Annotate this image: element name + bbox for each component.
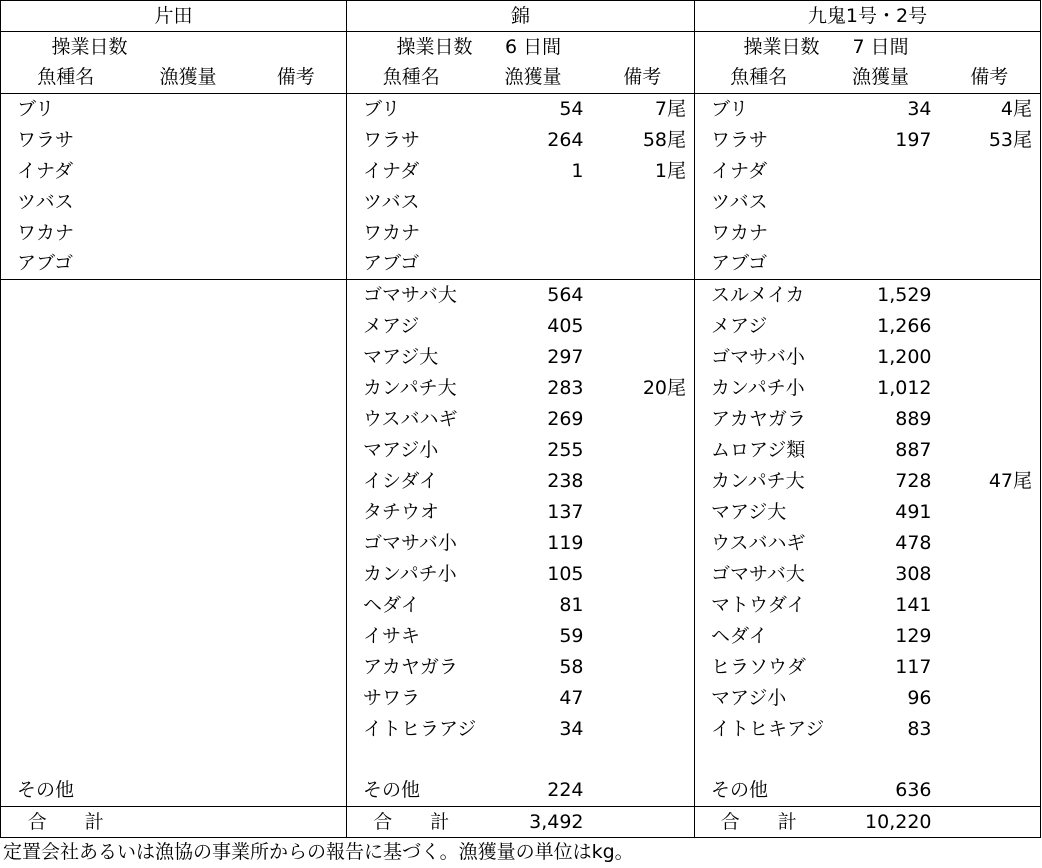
catch-amount bbox=[823, 218, 939, 249]
other-amount: 224 bbox=[476, 776, 591, 807]
empty-cell bbox=[131, 435, 246, 466]
species-row bbox=[1, 466, 1041, 497]
catch-amount: 1 bbox=[571, 159, 584, 182]
fish-name: ワラサ bbox=[347, 125, 476, 156]
remarks: 7尾 bbox=[654, 97, 687, 120]
empty-cell bbox=[347, 745, 476, 776]
empty-cell bbox=[939, 776, 1041, 807]
fishing-days-value: 6 日間 bbox=[504, 35, 562, 58]
empty-cell bbox=[939, 745, 1041, 776]
species-row bbox=[1, 404, 1041, 435]
remarks bbox=[939, 683, 1041, 714]
species-row bbox=[1, 218, 1041, 249]
other-label: その他 bbox=[1, 776, 131, 807]
species-row bbox=[1, 590, 1041, 621]
empty-cell bbox=[246, 652, 347, 683]
empty-cell bbox=[246, 683, 347, 714]
empty-cell bbox=[1, 311, 131, 342]
empty-cell bbox=[1, 497, 131, 528]
empty-cell bbox=[1, 373, 131, 404]
total-label: 合 計 bbox=[695, 807, 823, 838]
empty-cell bbox=[1, 342, 131, 373]
remarks bbox=[591, 280, 695, 311]
empty-cell bbox=[246, 621, 347, 652]
catch-amount: 889 bbox=[895, 407, 932, 430]
remarks bbox=[591, 311, 695, 342]
remarks bbox=[591, 497, 695, 528]
fish-name: ワカナ bbox=[17, 221, 75, 244]
empty-cell bbox=[591, 807, 695, 838]
fish-name: ウスバハギ bbox=[347, 404, 476, 435]
empty-cell bbox=[131, 466, 246, 497]
empty-cell bbox=[131, 590, 246, 621]
empty-cell bbox=[1, 683, 131, 714]
empty-cell bbox=[246, 528, 347, 559]
total-amount: 10,220 bbox=[823, 807, 939, 838]
remarks bbox=[246, 249, 347, 280]
species-row bbox=[1, 435, 1041, 466]
remarks bbox=[591, 187, 695, 218]
column-header-remarks: 備考 bbox=[591, 63, 695, 94]
catch-amount: 105 bbox=[547, 562, 584, 585]
section-title-row bbox=[1, 1, 1041, 32]
fishing-days-label: 操業日数 bbox=[347, 32, 476, 63]
fish-name: ツバス bbox=[695, 187, 823, 218]
remarks bbox=[246, 156, 347, 187]
other-row bbox=[1, 776, 1041, 807]
empty-cell bbox=[1, 404, 131, 435]
remarks: 58尾 bbox=[642, 128, 687, 151]
other-label: その他 bbox=[695, 776, 823, 807]
empty-cell bbox=[131, 311, 246, 342]
catch-amount: 96 bbox=[907, 686, 932, 709]
remarks bbox=[246, 187, 347, 218]
remarks bbox=[939, 311, 1041, 342]
fish-name: イシダイ bbox=[347, 466, 476, 497]
remarks bbox=[246, 94, 347, 125]
catch-amount: 1,529 bbox=[877, 283, 932, 306]
catch-amount: 1,200 bbox=[877, 345, 932, 368]
other-amount: 636 bbox=[823, 776, 939, 807]
species-row bbox=[1, 683, 1041, 714]
fish-name: ワカナ bbox=[695, 218, 823, 249]
catch-amount: 34 bbox=[559, 717, 584, 740]
column-header-catch: 漁獲量 bbox=[823, 63, 939, 94]
empty-cell bbox=[591, 32, 695, 63]
species-row bbox=[1, 342, 1041, 373]
catch-amount: 728 bbox=[895, 469, 932, 492]
fish-name: マアジ小 bbox=[347, 435, 476, 466]
remarks bbox=[939, 528, 1041, 559]
fish-name: ゴマサバ小 bbox=[695, 342, 823, 373]
total-amount: 3,492 bbox=[476, 807, 591, 838]
empty-cell bbox=[131, 404, 246, 435]
fish-name: ムロアジ類 bbox=[695, 435, 823, 466]
column-header-remarks: 備考 bbox=[246, 63, 347, 94]
remarks bbox=[591, 435, 695, 466]
remarks bbox=[591, 342, 695, 373]
section-title: 片田 bbox=[1, 1, 347, 32]
empty-cell bbox=[591, 745, 695, 776]
fish-name: カンパチ大 bbox=[695, 466, 823, 497]
remarks bbox=[939, 497, 1041, 528]
species-row bbox=[1, 187, 1041, 218]
remarks bbox=[939, 249, 1041, 280]
fish-name: ヒラソウダ bbox=[695, 652, 823, 683]
fish-name: ツバス bbox=[17, 190, 74, 213]
catch-amount: 197 bbox=[895, 128, 932, 151]
empty-cell bbox=[1, 745, 131, 776]
empty-cell bbox=[131, 621, 246, 652]
remarks bbox=[939, 590, 1041, 621]
column-header-fish: 魚種名 bbox=[695, 63, 823, 94]
remarks bbox=[591, 466, 695, 497]
footnote: 定置会社あるいは漁協の事業所からの報告に基づく。漁獲量の単位はkg。 bbox=[3, 841, 634, 863]
catch-amount bbox=[131, 94, 246, 125]
empty-cell bbox=[246, 497, 347, 528]
empty-cell bbox=[1, 559, 131, 590]
catch-amount: 59 bbox=[559, 624, 584, 647]
fishing-days-value: 7 日間 bbox=[852, 35, 909, 58]
remarks bbox=[939, 435, 1041, 466]
fish-name: イトヒラアジ bbox=[347, 714, 476, 745]
catch-amount bbox=[823, 249, 939, 280]
catch-amount: 34 bbox=[907, 97, 932, 120]
fishing-days-row bbox=[1, 32, 1041, 63]
catch-amount: 269 bbox=[547, 407, 584, 430]
remarks bbox=[246, 218, 347, 249]
species-row bbox=[1, 373, 1041, 404]
section-title: 九鬼1号・2号 bbox=[695, 1, 1041, 32]
empty-cell bbox=[246, 559, 347, 590]
fish-name: スルメイカ bbox=[695, 280, 823, 311]
remarks bbox=[591, 714, 695, 745]
empty-cell bbox=[246, 776, 347, 807]
empty-cell bbox=[131, 373, 246, 404]
fish-name: ワカナ bbox=[347, 218, 476, 249]
column-header-catch: 漁獲量 bbox=[131, 63, 246, 94]
species-row bbox=[1, 714, 1041, 745]
catch-amount bbox=[823, 187, 939, 218]
empty-cell bbox=[1, 714, 131, 745]
fish-name: ブリ bbox=[17, 97, 55, 120]
remarks bbox=[591, 249, 695, 280]
total-label: 合 計 bbox=[1, 807, 131, 838]
catch-amount: 887 bbox=[895, 438, 932, 461]
fish-name: ゴマサバ大 bbox=[347, 280, 476, 311]
fish-name: サワラ bbox=[347, 683, 476, 714]
remarks bbox=[591, 652, 695, 683]
catch-amount bbox=[131, 156, 246, 187]
fish-name: アブゴ bbox=[695, 249, 823, 280]
empty-cell bbox=[695, 745, 823, 776]
empty-cell bbox=[476, 745, 591, 776]
remarks bbox=[246, 125, 347, 156]
fish-name: ゴマサバ大 bbox=[695, 559, 823, 590]
species-row bbox=[1, 125, 1041, 156]
empty-cell bbox=[131, 497, 246, 528]
catch-amount bbox=[131, 125, 246, 156]
remarks bbox=[591, 528, 695, 559]
remarks bbox=[591, 218, 695, 249]
remarks bbox=[939, 404, 1041, 435]
fish-name: マアジ大 bbox=[695, 497, 823, 528]
species-row bbox=[1, 311, 1041, 342]
fish-name: ブリ bbox=[695, 94, 823, 125]
catch-amount bbox=[131, 187, 246, 218]
catch-amount: 137 bbox=[547, 500, 584, 523]
catch-amount: 129 bbox=[895, 624, 932, 647]
other-label: その他 bbox=[347, 776, 476, 807]
catch-amount bbox=[823, 156, 939, 187]
fish-name: ヘダイ bbox=[347, 590, 476, 621]
catch-amount: 54 bbox=[559, 97, 584, 120]
fish-name: マトウダイ bbox=[695, 590, 823, 621]
remarks: 4尾 bbox=[1000, 97, 1033, 120]
total-amount bbox=[131, 807, 246, 838]
remarks bbox=[591, 404, 695, 435]
fish-name: アカヤガラ bbox=[695, 404, 823, 435]
fish-name: イナダ bbox=[17, 159, 74, 182]
remarks bbox=[939, 342, 1041, 373]
empty-cell bbox=[131, 714, 246, 745]
remarks: 20尾 bbox=[642, 376, 687, 399]
fish-name: イナダ bbox=[347, 156, 476, 187]
fish-name: カンパチ小 bbox=[695, 373, 823, 404]
remarks bbox=[939, 156, 1041, 187]
remarks: 1尾 bbox=[654, 159, 687, 182]
empty-cell bbox=[246, 745, 347, 776]
fish-name: イナダ bbox=[695, 156, 823, 187]
catch-amount: 1,012 bbox=[877, 376, 932, 399]
catch-amount: 119 bbox=[547, 531, 584, 554]
fish-name: マアジ大 bbox=[347, 342, 476, 373]
fishing-days-value bbox=[131, 32, 246, 63]
remarks: 53尾 bbox=[988, 128, 1033, 151]
empty-cell bbox=[246, 590, 347, 621]
species-row bbox=[1, 249, 1041, 280]
empty-cell bbox=[1, 621, 131, 652]
fish-name: イトヒキアジ bbox=[695, 714, 823, 745]
remarks bbox=[939, 373, 1041, 404]
empty-cell bbox=[131, 745, 246, 776]
empty-cell bbox=[939, 807, 1041, 838]
empty-cell bbox=[131, 528, 246, 559]
empty-cell bbox=[246, 466, 347, 497]
fish-name: アカヤガラ bbox=[347, 652, 476, 683]
fish-name: カンパチ大 bbox=[347, 373, 476, 404]
total-label: 合 計 bbox=[347, 807, 476, 838]
fish-name: ブリ bbox=[347, 94, 476, 125]
fish-name: ワラサ bbox=[17, 128, 75, 151]
catch-amount: 83 bbox=[907, 717, 932, 740]
empty-cell bbox=[246, 32, 347, 63]
remarks bbox=[939, 559, 1041, 590]
remarks bbox=[939, 280, 1041, 311]
catch-amount bbox=[131, 249, 246, 280]
empty-cell bbox=[131, 559, 246, 590]
remarks bbox=[591, 559, 695, 590]
catch-amount: 478 bbox=[895, 531, 932, 554]
section-title: 錦 bbox=[347, 1, 695, 32]
catch-amount: 81 bbox=[559, 593, 584, 616]
column-header-row bbox=[1, 63, 1041, 94]
empty-cell bbox=[246, 435, 347, 466]
remarks bbox=[939, 187, 1041, 218]
empty-cell bbox=[1, 435, 131, 466]
fishing-days-label: 操業日数 bbox=[51, 35, 128, 58]
fish-name: タチウオ bbox=[347, 497, 476, 528]
empty-cell bbox=[1, 652, 131, 683]
remarks bbox=[939, 714, 1041, 745]
catch-amount: 255 bbox=[547, 438, 584, 461]
fish-name: ゴマサバ小 bbox=[347, 528, 476, 559]
fish-name: カンパチ小 bbox=[347, 559, 476, 590]
empty-cell bbox=[131, 652, 246, 683]
empty-cell bbox=[1, 466, 131, 497]
empty-cell bbox=[246, 342, 347, 373]
remarks bbox=[939, 652, 1041, 683]
fish-name: メアジ bbox=[347, 311, 476, 342]
remarks bbox=[591, 683, 695, 714]
empty-cell bbox=[246, 807, 347, 838]
catch-amount: 141 bbox=[895, 593, 932, 616]
remarks bbox=[939, 218, 1041, 249]
remarks bbox=[591, 590, 695, 621]
fish-name: アブゴ bbox=[1, 249, 131, 280]
empty-cell bbox=[246, 311, 347, 342]
empty-cell bbox=[131, 342, 246, 373]
column-header-fish: 魚種名 bbox=[347, 63, 476, 94]
catch-amount bbox=[476, 218, 591, 249]
catch-amount: 264 bbox=[547, 128, 584, 151]
fish-name: ワラサ bbox=[695, 125, 823, 156]
empty-cell bbox=[823, 745, 939, 776]
fish-name: ツバス bbox=[347, 187, 476, 218]
empty-cell bbox=[131, 683, 246, 714]
catch-amount: 283 bbox=[547, 376, 584, 399]
empty-cell bbox=[1, 280, 131, 311]
catch-amount: 238 bbox=[547, 469, 584, 492]
fish-name: イサキ bbox=[347, 621, 476, 652]
remarks bbox=[591, 621, 695, 652]
species-row bbox=[1, 497, 1041, 528]
catch-amount bbox=[131, 218, 246, 249]
column-header-fish: 魚種名 bbox=[1, 63, 131, 94]
species-row bbox=[1, 94, 1041, 125]
catch-amount: 117 bbox=[895, 655, 932, 678]
empty-cell bbox=[591, 776, 695, 807]
column-header-catch: 漁獲量 bbox=[476, 63, 591, 94]
empty-cell bbox=[939, 32, 1041, 63]
empty-cell bbox=[246, 280, 347, 311]
column-header-remarks: 備考 bbox=[939, 63, 1041, 94]
species-row bbox=[1, 528, 1041, 559]
species-row bbox=[1, 156, 1041, 187]
empty-cell bbox=[1, 590, 131, 621]
catch-amount: 1,266 bbox=[877, 314, 932, 337]
species-row bbox=[1, 559, 1041, 590]
fish-name: アブゴ bbox=[347, 249, 476, 280]
species-row bbox=[1, 652, 1041, 683]
blank-row bbox=[1, 745, 1041, 776]
catch-amount: 297 bbox=[547, 345, 584, 368]
species-row bbox=[1, 280, 1041, 311]
fish-name: メアジ bbox=[695, 311, 823, 342]
remarks bbox=[939, 621, 1041, 652]
empty-cell bbox=[131, 280, 246, 311]
catch-amount bbox=[476, 187, 591, 218]
catch-amount: 564 bbox=[547, 283, 584, 306]
catch-amount: 491 bbox=[895, 500, 932, 523]
empty-cell bbox=[1, 528, 131, 559]
fishing-days-label: 操業日数 bbox=[695, 32, 823, 63]
total-row bbox=[1, 807, 1041, 838]
catch-amount: 47 bbox=[559, 686, 584, 709]
fish-name: ヘダイ bbox=[695, 621, 823, 652]
fish-name: ウスバハギ bbox=[695, 528, 823, 559]
catch-amount: 58 bbox=[559, 655, 584, 678]
catch-amount: 405 bbox=[547, 314, 584, 337]
empty-cell bbox=[246, 373, 347, 404]
empty-cell bbox=[246, 404, 347, 435]
remarks: 47尾 bbox=[988, 469, 1033, 492]
empty-cell bbox=[246, 714, 347, 745]
catch-amount bbox=[476, 249, 591, 280]
fish-name: マアジ小 bbox=[695, 683, 823, 714]
other-amount bbox=[131, 776, 246, 807]
catch-amount: 308 bbox=[895, 562, 932, 585]
species-row bbox=[1, 621, 1041, 652]
